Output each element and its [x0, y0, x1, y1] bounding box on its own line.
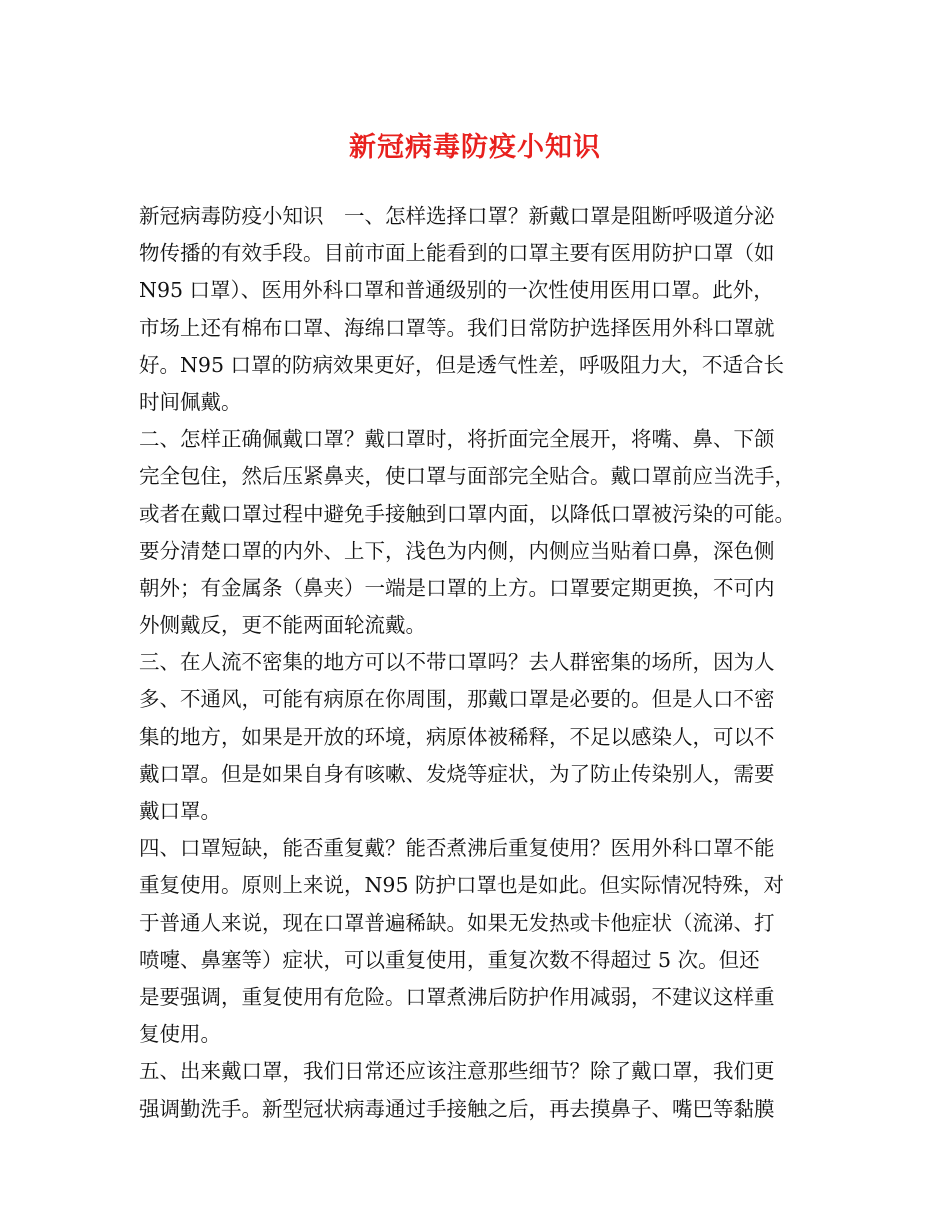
body-line: 戴口罩。但是如果自身有咳嗽、发烧等症状，为了防止传染别人，需要	[139, 761, 775, 786]
body-line: 四、口罩短缺，能否重复戴？能否煮沸后重复使用？医用外科口罩不能	[139, 836, 775, 861]
body-line: 集的地方，如果是开放的环境，病原体被稀释，不足以感染人，可以不	[139, 724, 775, 749]
body-line: 多、不通风，可能有病原在你周围，那戴口罩是必要的。但是人口不密	[139, 687, 775, 712]
body-line: 时间佩戴。	[139, 389, 242, 414]
body-line: 戴口罩。	[139, 799, 221, 823]
body-line: 五、出来戴口罩，我们日常还应该注意那些细节？除了戴口罩，我们更	[139, 1059, 775, 1084]
body-line: 喷嚏、鼻塞等）症状，可以重复使用，重复次数不得超过 5 次。但还	[139, 947, 760, 972]
body-line: 物传播的有效手段。目前市面上能看到的口罩主要有医用防护口罩（如	[139, 241, 775, 266]
body-line: 重复使用。原则上来说，N95 防护口罩也是如此。但实际情况特殊，对	[139, 873, 785, 898]
body-line: 完全包住，然后压紧鼻夹，使口罩与面部完全贴合。戴口罩前应当洗手，	[139, 464, 795, 489]
body-line: 要分清楚口罩的内外、上下，浅色为内侧，内侧应当贴着口鼻，深色侧	[139, 538, 775, 563]
body-line: 复使用。	[139, 1022, 221, 1047]
body-line: 是要强调，重复使用有危险。口罩煮沸后防护作用减弱，不建议这样重	[139, 984, 775, 1009]
body-line: 二、怎样正确佩戴口罩？戴口罩时，将折面完全展开，将嘴、鼻、下颌	[139, 427, 775, 452]
body-line: 三、在人流不密集的地方可以不带口罩吗？去人群密集的场所，因为人	[139, 650, 775, 675]
body-line: 或者在戴口罩过程中避免手接触到口罩内面，以降低口罩被污染的可能。	[139, 501, 795, 526]
body-line: 新冠病毒防疫小知识 一、怎样选择口罩？新戴口罩是阻断呼吸道分泌	[139, 204, 775, 228]
body-line: 强调勤洗手。新型冠状病毒通过手接触之后，再去摸鼻子、嘴巴等黏膜	[139, 1096, 775, 1121]
body-line: 朝外；有金属条（鼻夹）一端是口罩的上方。口罩要定期更换，不可内	[139, 575, 775, 600]
body-line: 于普通人来说，现在口罩普遍稀缺。如果无发热或卡他症状（流涕、打	[139, 910, 775, 935]
body-line: N95 口罩）、医用外科口罩和普通级别的一次性使用医用口罩。此外，	[139, 278, 774, 303]
document-body	[139, 198, 829, 1128]
document-title: 新冠病毒防疫小知识	[349, 132, 601, 163]
body-line: 好。N95 口罩的防病效果更好，但是透气性差，呼吸阻力大，不适合长	[139, 352, 785, 377]
body-line: 外侧戴反，更不能两面轮流戴。	[139, 613, 426, 638]
body-line: 市场上还有棉布口罩、海绵口罩等。我们日常防护选择医用外科口罩就	[139, 315, 775, 340]
